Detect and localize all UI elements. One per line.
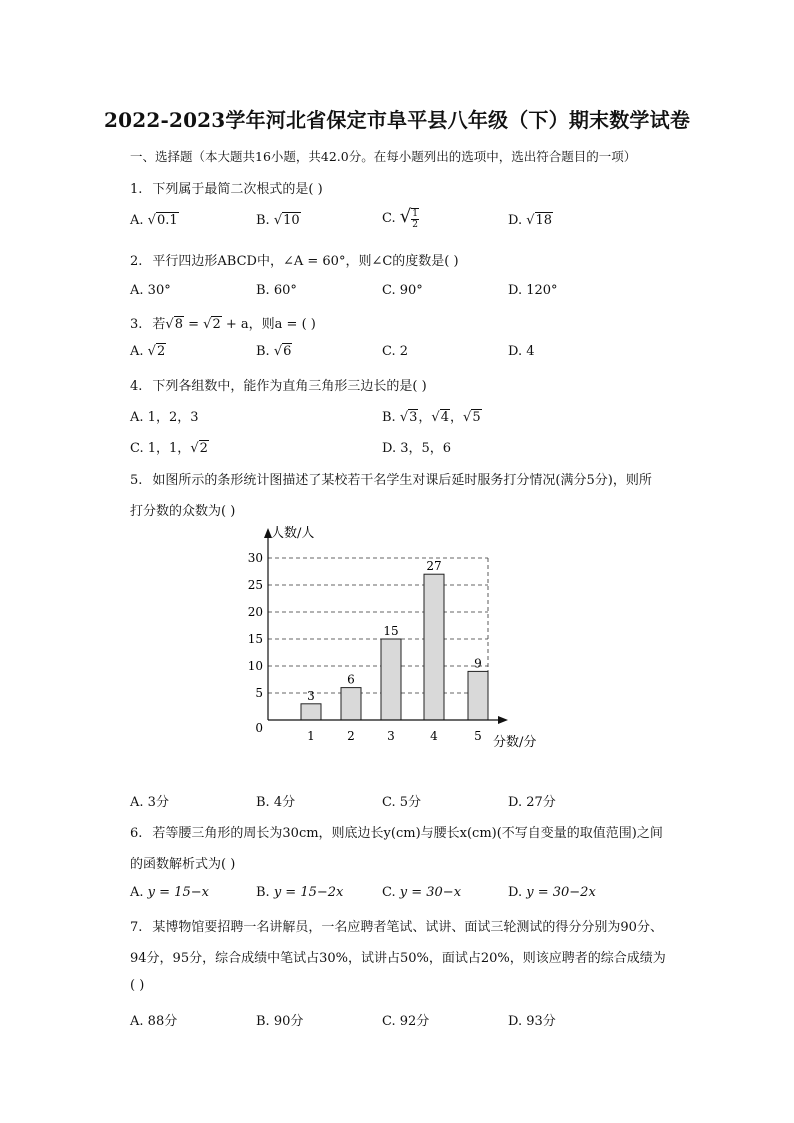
data-label: 3: [307, 688, 315, 703]
bar-chart: [230, 520, 560, 760]
bar: [468, 671, 488, 720]
bar: [341, 688, 361, 720]
option-d: D. √18: [508, 213, 553, 228]
y-tick-label: 15: [247, 632, 263, 646]
question-5: 5. 如图所示的条形统计图描述了某校若干名学生对课后延时服务打分情况(满分5分)，则所: [130, 473, 652, 488]
option-c: C. 1，1，√2: [130, 441, 208, 456]
option-d: D. 27分: [508, 795, 556, 810]
question-6-line2: 的函数解析式为( ): [130, 857, 236, 872]
bar: [301, 704, 321, 720]
option-a: A. 30°: [130, 283, 171, 298]
option-a: A. 3分: [130, 795, 169, 810]
option-d: D. 93分: [508, 1014, 556, 1029]
question-7-line2: 94分，95分，综合成绩中笔试占30%，试讲占50%，面试占20%，则该应聘者的综合成绩为: [130, 951, 666, 966]
option-b: B. √6: [256, 344, 292, 359]
option-b: B. √3，√4，√5: [382, 410, 481, 425]
x-axis-arrow: [498, 716, 508, 724]
y-tick-label: 25: [247, 578, 263, 592]
option-a: A. y = 15−x: [130, 885, 209, 900]
option-c: C. √ $\frac{1}{2}$: [382, 206, 418, 230]
option-d: D. 3，5，6: [382, 441, 452, 456]
option-b: B. 4分: [256, 795, 296, 810]
bar: [424, 574, 444, 720]
y-tick-label: 5: [255, 686, 263, 700]
option-c: C. 5分: [382, 795, 422, 810]
page-title: 2022-2023学年河北省保定市阜平县八年级（下）期末数学试卷: [103, 108, 691, 132]
option-b: B. 90分: [256, 1014, 304, 1029]
option-c: C. 2: [382, 344, 409, 359]
option-a: A. 88分: [130, 1014, 178, 1029]
question-2: 2. 平行四边形ABCD中，∠A = 60°，则∠C的度数是( ): [130, 254, 459, 269]
data-label: 9: [474, 656, 482, 671]
x-tick-label: 3: [387, 729, 395, 743]
y-tick-label: 0: [255, 721, 263, 735]
section-heading: 一、选择题（本大题共16小题，共42.0分。在每小题列出的选项中，选出符合题目的一项）: [130, 149, 637, 164]
data-label: 27: [426, 559, 442, 574]
x-tick-label: 1: [307, 729, 315, 743]
x-axis-label: 分数/分: [493, 735, 537, 750]
option-a: A. 1，2，3: [130, 410, 199, 425]
data-label: 15: [383, 624, 399, 638]
option-d: D. 4: [508, 344, 535, 359]
question-3: 3. 若√8 = √2 + a，则a = ( ): [130, 317, 316, 332]
x-tick-label: 2: [347, 729, 355, 743]
question-1: [130, 178, 323, 197]
option-a: A. √2: [130, 344, 166, 359]
option-b: B. y = 15−2x: [256, 885, 344, 900]
question-5-line2: 打分数的众数为( ): [130, 504, 236, 519]
question-4: 4. 下列各组数中，能作为直角三角形三边长的是( ): [130, 379, 427, 394]
option-b: B. √10: [256, 213, 300, 228]
question-number: 1.: [130, 182, 143, 197]
option-a: A. √0.1: [130, 213, 178, 228]
y-tick-label: 10: [247, 659, 263, 673]
option-d: D. y = 30−2x: [508, 885, 596, 900]
question-7: 7. 某博物馆要招聘一名讲解员，一名应聘者笔试、试讲、面试三轮测试的得分分别为90分、: [130, 920, 663, 935]
y-tick-label: 30: [247, 551, 263, 565]
option-d: D. 120°: [508, 283, 558, 298]
question-7-line3: ( ): [130, 978, 145, 993]
option-c: C. 90°: [382, 283, 423, 298]
option-c: C. y = 30−x: [382, 885, 462, 900]
question-text: 平行四边形ABCD中，∠A = 60°，则∠C的度数是( ): [152, 254, 459, 269]
question-6: 6. 若等腰三角形的周长为30cm，则底边长y(cm)与腰长x(cm)(不写自变量的取值范围)之间: [130, 826, 663, 841]
bar: [381, 639, 401, 720]
option-b: B. 60°: [256, 283, 297, 298]
option-c: C. 92分: [382, 1014, 430, 1029]
question-text: 下列属于最简二次根式的是( ): [152, 182, 323, 197]
x-tick-label: 5: [474, 729, 482, 743]
x-tick-label: 4: [430, 729, 438, 743]
y-tick-label: 20: [247, 605, 263, 619]
y-axis-label: 人数/人: [271, 526, 315, 541]
data-label: 6: [347, 672, 355, 687]
